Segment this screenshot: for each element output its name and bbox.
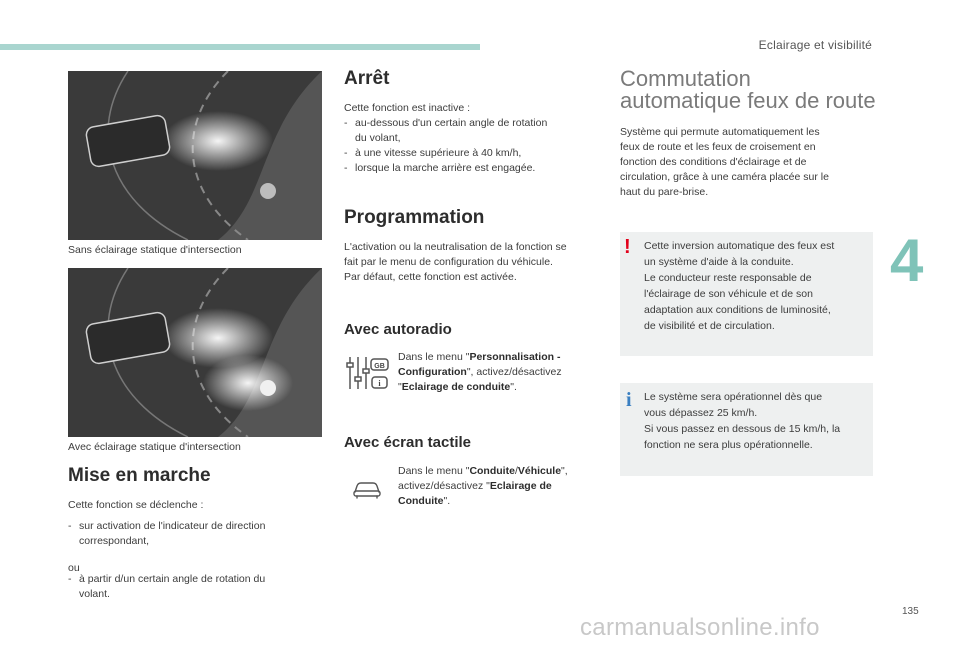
warning-icon: !: [624, 236, 631, 258]
touchscreen-instructions: Dans le menu "Conduite/Véhicule", activez/désactivez "Eclairage de Conduite".: [398, 465, 568, 507]
list-item: - au-dessous d'un certain angle de rotation du volant,: [344, 116, 547, 146]
autoradio-settings-icon: [344, 353, 390, 393]
info-icon: i: [626, 389, 632, 411]
autoradio-heading: Avec autoradio: [344, 321, 452, 338]
autoradio-instructions: Dans le menu "Personnalisation - Configuration", activez/désactivez "Eclairage de conduite".: [398, 351, 562, 393]
car-icon: [352, 478, 382, 500]
programmation-heading: Programmation: [344, 207, 485, 228]
warning-note: [620, 232, 873, 356]
chapter-number: 4: [890, 227, 924, 294]
or-connector: ou: [68, 562, 80, 574]
svg-text:i: i: [378, 379, 381, 388]
svg-text:GB: GB: [374, 363, 385, 370]
page-number: 135: [902, 606, 919, 617]
info-text: Le système sera opérationnel dès que vous dépassez 25 km/h. Si vous passez en dessous de 15 km/h, la fonction ne sera plus opérationnelle.: [644, 391, 841, 451]
warning-text: Cette inversion automatique des feux est un système d'aide à la conduite. Le conducteur reste responsable de l'éclairage de son véhicule et de son adaptation aux conditions de luminosité, de visibilité et de circulation.: [644, 240, 835, 332]
mise-en-marche-list-1: [68, 519, 265, 549]
arret-heading: Arrêt: [344, 68, 390, 89]
section-title: Eclairage et visibilité: [758, 38, 872, 52]
road-bend-illustration: [68, 71, 322, 240]
programmation-text: L'activation ou la neutralisation de la fonction se fait par le menu de configuration du véhicule. Par défaut, cette fonction est activée.: [344, 241, 567, 283]
road-bend-lit-illustration: [68, 268, 322, 437]
info-note: [620, 383, 873, 476]
illustration-without-static-lighting: [68, 71, 322, 240]
arret-list: [344, 116, 547, 176]
commutation-description: Système qui permute automatiquement les feux de route et les feux de croisement en fonction des conditions d'éclairage et de circulation, grâce à une caméra placée sur le haut du pare-brise.: [620, 126, 829, 198]
mise-en-marche-intro: Cette fonction se déclenche :: [68, 499, 204, 511]
list-item: - sur activation de l'indicateur de direction correspondant,: [68, 519, 265, 549]
mise-en-marche-heading: Mise en marche: [68, 465, 211, 486]
touchscreen-heading: Avec écran tactile: [344, 434, 472, 451]
caption-without-static-lighting: Sans éclairage statique d'intersection: [68, 244, 242, 256]
list-item: - à partir d/un certain angle de rotation du volant.: [68, 572, 265, 602]
caption-with-static-lighting: Avec éclairage statique d'intersection: [68, 441, 241, 453]
commutation-heading: Commutation automatique feux de route: [620, 66, 876, 113]
arret-intro: Cette fonction est inactive :: [344, 102, 471, 114]
illustration-with-static-lighting: [68, 268, 322, 437]
header-accent-bar: [0, 44, 480, 50]
watermark: carmanualsonline.info: [580, 614, 820, 641]
list-item: - lorsque la marche arrière est engagée.: [344, 161, 547, 176]
list-item: - à une vitesse supérieure à 40 km/h,: [344, 146, 547, 161]
mise-en-marche-list-2: [68, 572, 265, 602]
